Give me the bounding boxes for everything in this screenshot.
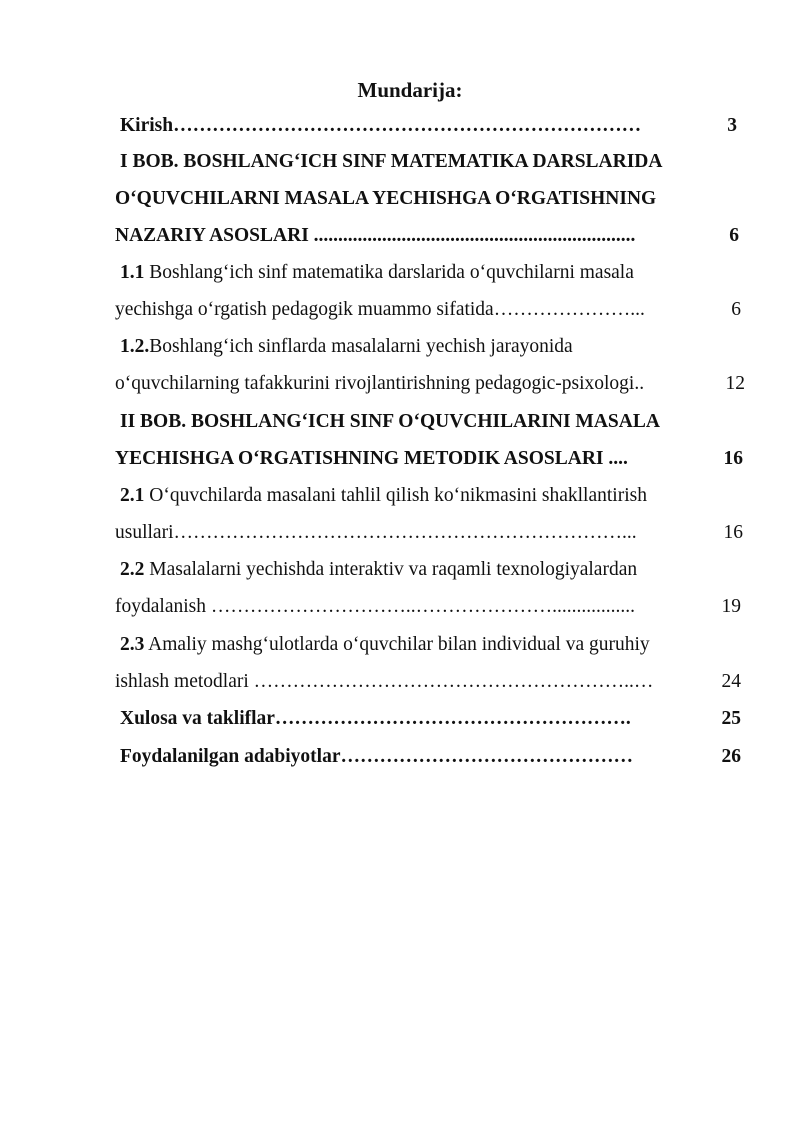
toc-section-1-1-line-1: [115, 255, 747, 291]
toc-entry-text: Foydalanilgan adabiyotlar………………………………………: [120, 746, 633, 767]
section-number: 2.2: [120, 559, 145, 580]
toc-section-2-1-line-1: [115, 478, 747, 514]
toc-page-number: 26: [721, 746, 741, 767]
toc-chapter-2-heading-line-2: [115, 441, 747, 477]
toc-chapter-2-heading-line-1: [115, 404, 747, 440]
toc-section-1-2-line-2: [115, 366, 747, 402]
toc-page-number: 16: [723, 448, 743, 469]
toc-entry-adabiyotlar: [115, 739, 747, 775]
toc-entry-kirish: [115, 108, 747, 144]
toc-chapter-1-heading-line-2: [115, 181, 747, 217]
section-number: 1.1: [120, 262, 145, 283]
toc-page-number: 3: [727, 115, 737, 136]
section-title: Masalalarni yechishda interaktiv va raqamli texnologiyalardan: [144, 559, 638, 580]
section-title: Amaliy mashg‘ulotlarda o‘quvchilar bilan individual va guruhiy: [144, 634, 650, 655]
toc-entry-text: foydalanish …………………………..………………….................: [115, 596, 635, 617]
section-title: O‘quvchilarda masalani tahlil qilish ko‘nikmasini shakllantirish: [144, 485, 647, 506]
section-title: Boshlang‘ich sinflarda masalalarni yechish jarayonida: [149, 336, 573, 357]
toc-entry-text: Xulosa va takliflar……………………………………………….: [120, 708, 631, 729]
toc-entry-text: NAZARIY ASOSLARI ..................................................................: [115, 225, 636, 246]
toc-section-1-1-line-2: [115, 292, 747, 328]
toc-entry-text: [120, 627, 745, 663]
toc-entry-text: ishlash metodlari …………………………………………………..…: [115, 671, 654, 692]
toc-section-2-3-line-1: [115, 627, 747, 663]
toc-section-2-2-line-2: [115, 589, 747, 625]
toc-chapter-1-heading-line-3: [115, 218, 747, 254]
toc-page-number: 19: [721, 596, 741, 617]
toc-chapter-1-heading-line-1: [115, 144, 747, 180]
section-number: 2.3: [120, 634, 145, 655]
toc-page-number: 6: [731, 299, 741, 320]
toc-entry-text: O‘QUVCHILARNI MASALA YECHISHGA O‘RGATISHNING: [115, 188, 657, 209]
toc-entry-text: Kirish………………………………………………………………: [120, 115, 642, 136]
toc-page-number: 6: [729, 225, 739, 246]
toc-entry-text: I BOB. BOSHLANG‘ICH SINF MATEMATIKA DARSLARIDA: [120, 151, 663, 172]
toc-entry-text: [120, 255, 745, 291]
toc-page-number: 16: [723, 522, 743, 543]
section-title: Boshlang‘ich sinf matematika darslarida o‘quvchilarni masala: [144, 262, 634, 283]
toc-entry-xulosa: [115, 701, 747, 737]
section-number: 2.1: [120, 485, 145, 506]
toc-entry-text: [120, 478, 745, 514]
toc-entry-text: yechishga o‘rgatish pedagogik muammo sifatida…………………...: [115, 299, 645, 320]
toc-page-number: 24: [721, 671, 741, 692]
toc-entry-text: [120, 552, 745, 588]
toc-page-number: 12: [725, 373, 745, 394]
toc-entry-text: YECHISHGA O‘RGATISHNING METODIK ASOSLARI ....: [115, 448, 628, 469]
toc-entry-text: II BOB. BOSHLANG‘ICH SINF O‘QUVCHILARINI MASALA: [120, 411, 660, 432]
section-number: 1.2.: [120, 336, 150, 357]
toc-page-number: 25: [721, 708, 741, 729]
toc-entry-text: usullari……………………………………………………………...: [115, 522, 637, 543]
toc-title: Mundarija:: [357, 78, 463, 102]
toc-entry-text: o‘quvchilarning tafakkurini rivojlantirishning pedagogic-psixologi..: [115, 373, 645, 394]
toc-section-2-2-line-1: [115, 552, 747, 588]
toc-section-2-1-line-2: [115, 515, 747, 551]
toc-section-1-2-line-1: [115, 329, 747, 365]
toc-entry-text: [120, 329, 745, 365]
toc-section-2-3-line-2: [115, 664, 747, 700]
